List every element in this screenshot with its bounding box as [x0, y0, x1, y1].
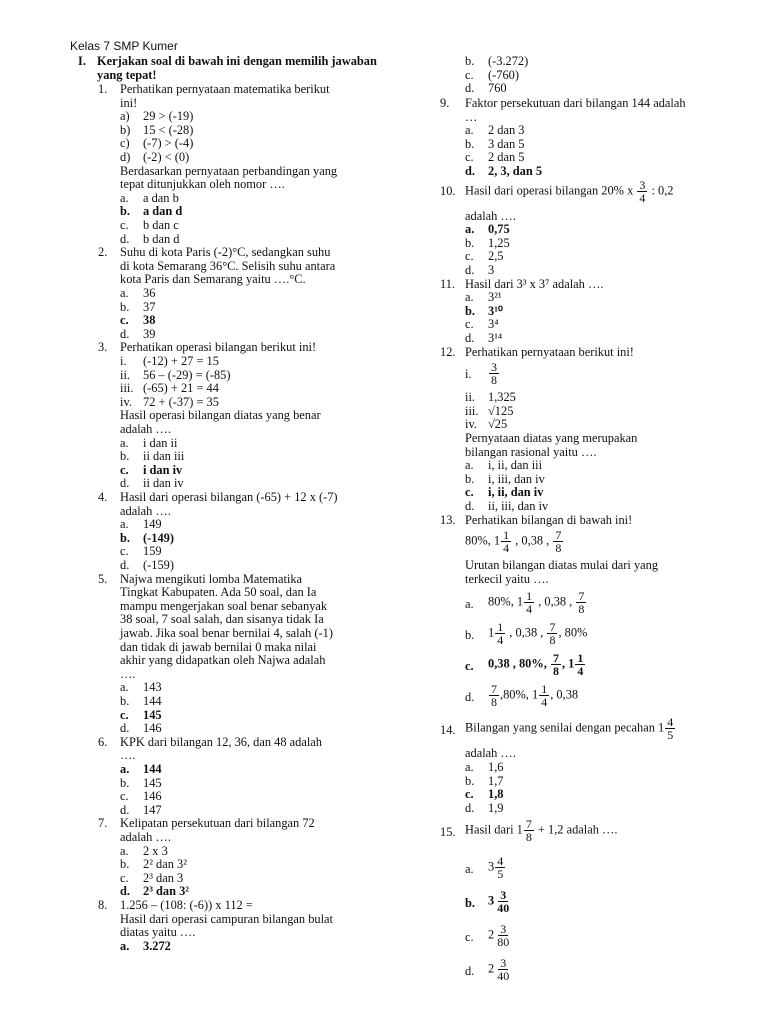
q4-option-label: a.	[120, 517, 129, 532]
q3-option-label: d.	[120, 476, 130, 491]
q13-option: 0,38 , 80%, $\frac{7}{8}$ , 1 $\frac{1}{4}$	[488, 651, 584, 679]
q11-option: 3⁴	[488, 317, 499, 332]
q13-option: 1 $\frac{1}{4}$ , 0,38 , $\frac{7}{8}$ , 80%	[488, 620, 588, 648]
q12-text: bilangan rasional yaitu ….	[465, 444, 597, 459]
q6-text: ….	[120, 748, 136, 763]
q14-option: 1,7	[488, 773, 504, 788]
q14-option-label: b.	[465, 773, 475, 788]
q13-option-label: b.	[465, 628, 475, 643]
fraction: $\frac{3}{80}$	[497, 922, 510, 950]
q3-option: ii dan iii	[143, 449, 185, 464]
q12-option-label: a.	[465, 458, 474, 473]
q1-item-label: b)	[120, 122, 131, 137]
q1-option-label: d.	[120, 231, 130, 246]
q12-item-label: ii.	[465, 390, 475, 405]
q8-text: Hasil dari operasi campuran bilangan bulat	[120, 911, 333, 926]
q9-number: 9.	[440, 96, 450, 110]
q12-item: √125	[488, 403, 514, 418]
q1-text: Perhatikan pernyataan matematika berikut	[120, 82, 330, 96]
q3-item-label: iv.	[120, 394, 132, 409]
q5-option: 146	[143, 721, 162, 736]
q12-item: √25	[488, 417, 508, 432]
q9-option-label: a.	[465, 123, 474, 138]
q14-option-label: a.	[465, 760, 474, 774]
q9-option-label: d.	[465, 164, 475, 178]
q9-option-label: b.	[465, 136, 475, 151]
q5-option: 143	[143, 680, 162, 695]
fraction: $\frac{3}{40}$	[497, 888, 510, 916]
q1-option-label: b.	[120, 204, 130, 219]
q15-option: 3 $\frac{3}{40}$	[488, 888, 510, 916]
q4-option-label: c.	[120, 544, 129, 559]
fraction: $\frac{7}{8}$	[552, 651, 559, 679]
q5-text: dan tidak di jawab bernilai 0 maka nilai	[120, 639, 317, 654]
q15-option-label: d.	[465, 964, 475, 979]
q3-option-label: b.	[120, 449, 130, 464]
q13-option: 80%, 1 $\frac{1}{4}$ , 0,38 , $\frac{7}{8}$	[488, 589, 585, 617]
q13-text: terkecil yaitu ….	[465, 571, 549, 586]
q15-option-label: c.	[465, 930, 474, 945]
q2-option: 37	[143, 299, 156, 314]
q11-option-label: c.	[465, 317, 474, 332]
q11-option: 3²¹	[488, 290, 502, 305]
q14-text: Bilangan yang senilai dengan pecahan 1 $\frac{4}{5}$	[465, 715, 674, 743]
fraction: $\frac{7}{8}$	[549, 620, 556, 648]
q11-option-label: d.	[465, 331, 475, 345]
page-header: Kelas 7 SMP Kumer	[70, 39, 178, 53]
q4-option-label: b.	[120, 530, 130, 545]
q12-item: 1,325	[488, 390, 516, 405]
q5-text: Tingkat Kabupaten. Ada 50 soal, dan Ia	[120, 585, 317, 600]
q8-option-label: c.	[465, 67, 474, 82]
q1-item: 15 < (-28)	[143, 122, 194, 137]
q6-option: 147	[143, 802, 162, 817]
q10-option: 0,75	[488, 222, 510, 237]
q8-option: 760	[488, 81, 507, 96]
q6-option-label: a.	[120, 762, 130, 776]
q8-option-label: a.	[120, 938, 130, 953]
q10-text: Hasil dari operasi bilangan 20% x $\frac{3}{4}$ : 0,2	[465, 177, 674, 205]
q4-number: 4.	[98, 490, 108, 504]
q15-option: 2 $\frac{3}{40}$	[488, 956, 510, 984]
fraction: $\frac{1}{4}$	[541, 682, 548, 710]
q5-option-label: a.	[120, 680, 129, 695]
q9-option-label: c.	[465, 150, 474, 165]
q2-option-label: a.	[120, 286, 129, 300]
q1-item: 29 > (-19)	[143, 109, 194, 124]
fraction: $\frac{1}{4}$	[526, 589, 533, 617]
q1-item-label: d)	[120, 150, 131, 164]
q1-option-label: c.	[120, 218, 129, 232]
q6-option: 144	[143, 762, 162, 776]
q2-text: Suhu di kota Paris (-2)°C, sedangkan suhu	[120, 245, 331, 260]
q1-option-label: a.	[120, 190, 129, 205]
q10-option-label: a.	[465, 222, 475, 237]
q7-option: 2² dan 3²	[143, 857, 187, 872]
q2-option: 36	[143, 286, 156, 300]
q10-number: 10.	[440, 183, 456, 198]
q1-item-label: a)	[120, 109, 130, 124]
q8-option: (-3.272)	[488, 54, 529, 68]
fraction: $\frac{4}{5}$	[497, 854, 504, 882]
q4-option: 159	[143, 544, 162, 559]
q3-text: adalah ….	[120, 422, 171, 436]
q7-option-label: a.	[120, 843, 129, 858]
q4-option-label: d.	[120, 558, 130, 572]
q9-option: 2, 3, dan 5	[488, 164, 543, 178]
q14-option: 1,6	[488, 760, 504, 774]
q5-text: Najwa mengikuti lomba Matematika	[120, 571, 303, 586]
q14-option: 1,9	[488, 800, 504, 815]
q4-option: (-149)	[143, 530, 174, 545]
q5-option: 144	[143, 694, 162, 708]
q3-number: 3.	[98, 340, 108, 355]
q1-number: 1.	[98, 82, 108, 96]
q5-number: 5.	[98, 571, 108, 586]
q6-option-label: d.	[120, 802, 130, 817]
q1-text: Berdasarkan pernyataan perbandingan yang	[120, 163, 338, 178]
q7-number: 7.	[98, 816, 108, 831]
q3-item: 56 – (-29) = (-85)	[143, 367, 231, 382]
q13-sequence: 80%, 1 $\frac{1}{4}$ , 0,38 , $\frac{7}{8}$	[465, 528, 562, 556]
q11-option-label: a.	[465, 290, 474, 305]
q15-number: 15.	[440, 825, 456, 840]
q14-number: 14.	[440, 723, 456, 738]
q7-option: 2³ dan 3²	[143, 884, 189, 899]
q14-option-label: d.	[465, 800, 475, 815]
q12-option: i, iii, dan iv	[488, 471, 545, 486]
q8-option-label: d.	[465, 81, 475, 96]
q10-option-label: b.	[465, 235, 475, 250]
q5-option-label: b.	[120, 694, 130, 708]
q13-text: Perhatikan bilangan di bawah ini!	[465, 512, 633, 527]
q4-text: Hasil dari operasi bilangan (-65) + 12 x (-7)	[120, 490, 338, 504]
q15-option-label: b.	[465, 896, 475, 911]
fraction: $\frac{7}{8}$	[525, 817, 532, 845]
q5-option-label: c.	[120, 707, 129, 722]
q12-option-label: d.	[465, 499, 475, 513]
fraction: $\frac{7}{8}$	[491, 682, 497, 710]
q5-text: akhir yang didapatkan oleh Najwa adalah	[120, 653, 326, 668]
q4-text: adalah ….	[120, 503, 171, 518]
q3-option: i dan iv	[143, 462, 183, 477]
q5-text: 38 soal, 7 soal salah, dan sisanya tidak Ia	[120, 612, 324, 627]
q8-text: diatas yaitu ….	[120, 925, 196, 940]
q9-text: …	[465, 109, 478, 124]
q8-option: 3.272	[143, 938, 171, 953]
section-title: Kerjakan soal di bawah ini dengan memilih jawaban yang tepat!	[97, 54, 377, 82]
fraction: $\frac{1}{4}$	[497, 620, 504, 648]
q9-option: 3 dan 5	[488, 136, 525, 151]
q5-text: mampu mengerjakan soal benar sebanyak	[120, 598, 328, 613]
q2-text: di kota Semarang 36°C. Selisih suhu antara	[120, 258, 336, 273]
q2-option: 39	[143, 326, 156, 341]
q2-option-label: d.	[120, 326, 130, 341]
q1-option: a dan b	[143, 190, 179, 205]
q1-item-label: c)	[120, 136, 130, 151]
q12-option: i, ii, dan iv	[488, 485, 544, 500]
q12-text: Pernyataan diatas yang merupakan	[465, 431, 638, 445]
q12-text: Perhatikan pernyataan berikut ini!	[465, 344, 634, 359]
q12-item	[488, 361, 500, 386]
q12-item-label: iv.	[465, 417, 477, 432]
q5-option: 145	[143, 707, 162, 722]
q11-option: 3¹⁰	[488, 303, 503, 318]
q12-option: ii, iii, dan iv	[488, 499, 549, 513]
q7-option: 2³ dan 3	[143, 870, 184, 885]
fraction: $\frac{7}{8}$	[555, 528, 562, 556]
q5-text: jawab. Jika soal benar bernilai 4, salah (-1)	[120, 626, 333, 640]
q10-option: 3	[488, 263, 495, 277]
q8-option-label: b.	[465, 54, 475, 68]
q6-option-label: b.	[120, 775, 130, 790]
q4-option: 149	[143, 517, 162, 532]
q3-item-label: ii.	[120, 367, 130, 382]
q15-option: 2 $\frac{3}{80}$	[488, 922, 510, 950]
q1-option: a dan d	[143, 204, 183, 219]
q12-option: i, ii, dan iii	[488, 458, 543, 473]
q2-option-label: b.	[120, 299, 130, 314]
q1-text: tepat ditunjukkan oleh nomor ….	[120, 177, 285, 192]
q9-option: 2 dan 5	[488, 150, 525, 165]
q13-option: $\frac{7}{8}$ ,80%, 1 $\frac{1}{4}$ , 0,38	[491, 682, 579, 710]
q7-option-label: d.	[120, 884, 130, 899]
q10-option: 2,5	[488, 249, 504, 264]
q3-option-label: c.	[120, 462, 129, 477]
q8-number: 8.	[98, 898, 108, 912]
q3-item: (-65) + 21 = 44	[143, 381, 219, 396]
q4-option: (-159)	[143, 558, 174, 572]
q1-option: b dan d	[143, 231, 180, 246]
q2-text: kota Paris dan Semarang yaitu ….°C.	[120, 272, 306, 287]
q3-option: ii dan iv	[143, 476, 184, 491]
q10-option: 1,25	[488, 235, 510, 250]
q13-option-label: d.	[465, 690, 475, 705]
q15-option-label: a.	[465, 862, 474, 877]
q10-option-label: d.	[465, 263, 475, 277]
q1-text: ini!	[120, 95, 138, 110]
q2-option: 38	[143, 313, 156, 328]
q3-text: Perhatikan operasi bilangan berikut ini!	[120, 340, 317, 355]
q3-item-label: i.	[120, 354, 127, 368]
q15-text: Hasil dari 1 $\frac{7}{8}$ + 1,2 adalah ….	[465, 817, 618, 845]
fraction: $\frac{3}{4}$	[639, 177, 646, 205]
q12-item-label: iii.	[465, 403, 479, 418]
fraction: $\frac{3}{40}$	[497, 956, 510, 984]
q7-option: 2 x 3	[143, 843, 168, 858]
q5-option-label: d.	[120, 721, 130, 736]
fraction: $\frac{1}{4}$	[503, 528, 510, 556]
q6-option: 145	[143, 775, 162, 790]
q1-option: b dan c	[143, 218, 179, 232]
q13-number: 13.	[440, 512, 456, 527]
q7-option-label: c.	[120, 870, 129, 885]
q6-option: 146	[143, 789, 162, 804]
q7-option-label: b.	[120, 857, 130, 872]
q3-item-label: iii.	[120, 381, 134, 396]
q8-text: 1.256 – (108: (-6)) x 112 =	[120, 898, 253, 912]
q11-text: Hasil dari 3³ x 3⁷ adalah ….	[465, 276, 604, 291]
q2-number: 2.	[98, 245, 108, 260]
q5-text: ….	[120, 666, 136, 681]
q13-option-label: a.	[465, 597, 474, 612]
q10-text: adalah ….	[465, 208, 516, 223]
q11-option-label: b.	[465, 303, 475, 318]
q12-option-label: c.	[465, 485, 474, 500]
q9-text: Faktor persekutuan dari bilangan 144 adalah	[465, 96, 686, 110]
fraction: $\frac{3}{8}$	[491, 360, 497, 388]
q1-item: (-2) < (0)	[143, 150, 190, 164]
q11-number: 11.	[440, 276, 456, 291]
q3-text: Hasil operasi bilangan diatas yang benar	[120, 408, 321, 423]
q3-option: i dan ii	[143, 435, 178, 450]
fraction: $\frac{4}{5}$	[667, 715, 674, 743]
q15-option: 3 $\frac{4}{5}$	[488, 854, 504, 882]
q14-text: adalah ….	[465, 746, 516, 761]
q3-option-label: a.	[120, 435, 129, 450]
q12-option-label: b.	[465, 471, 475, 486]
q3-item: 72 + (-37) = 35	[143, 394, 219, 409]
q9-option: 2 dan 3	[488, 123, 525, 138]
q11-option: 3¹⁴	[488, 331, 503, 345]
q1-item: (-7) > (-4)	[143, 136, 194, 151]
q2-option-label: c.	[120, 313, 129, 328]
fraction: $\frac{7}{8}$	[578, 589, 585, 617]
q6-text: KPK dari bilangan 12, 36, dan 48 adalah	[120, 734, 322, 749]
q13-option-label: c.	[465, 659, 474, 674]
q10-option-label: c.	[465, 249, 474, 264]
q12-number: 12.	[440, 344, 456, 359]
q7-text: adalah ….	[120, 830, 171, 844]
q6-number: 6.	[98, 734, 108, 749]
q14-option: 1,8	[488, 787, 504, 802]
q6-option-label: c.	[120, 789, 129, 804]
q7-text: Kelipatan persekutuan dari bilangan 72	[120, 816, 315, 831]
q8-option: (-760)	[488, 67, 519, 82]
fraction: $\frac{1}{4}$	[577, 651, 584, 679]
q14-option-label: c.	[465, 787, 474, 802]
section-number: I.	[78, 54, 86, 68]
q12-item-label: i.	[465, 367, 472, 382]
q13-text: Urutan bilangan diatas mulai dari yang	[465, 558, 659, 573]
q3-item: (-12) + 27 = 15	[143, 354, 219, 368]
